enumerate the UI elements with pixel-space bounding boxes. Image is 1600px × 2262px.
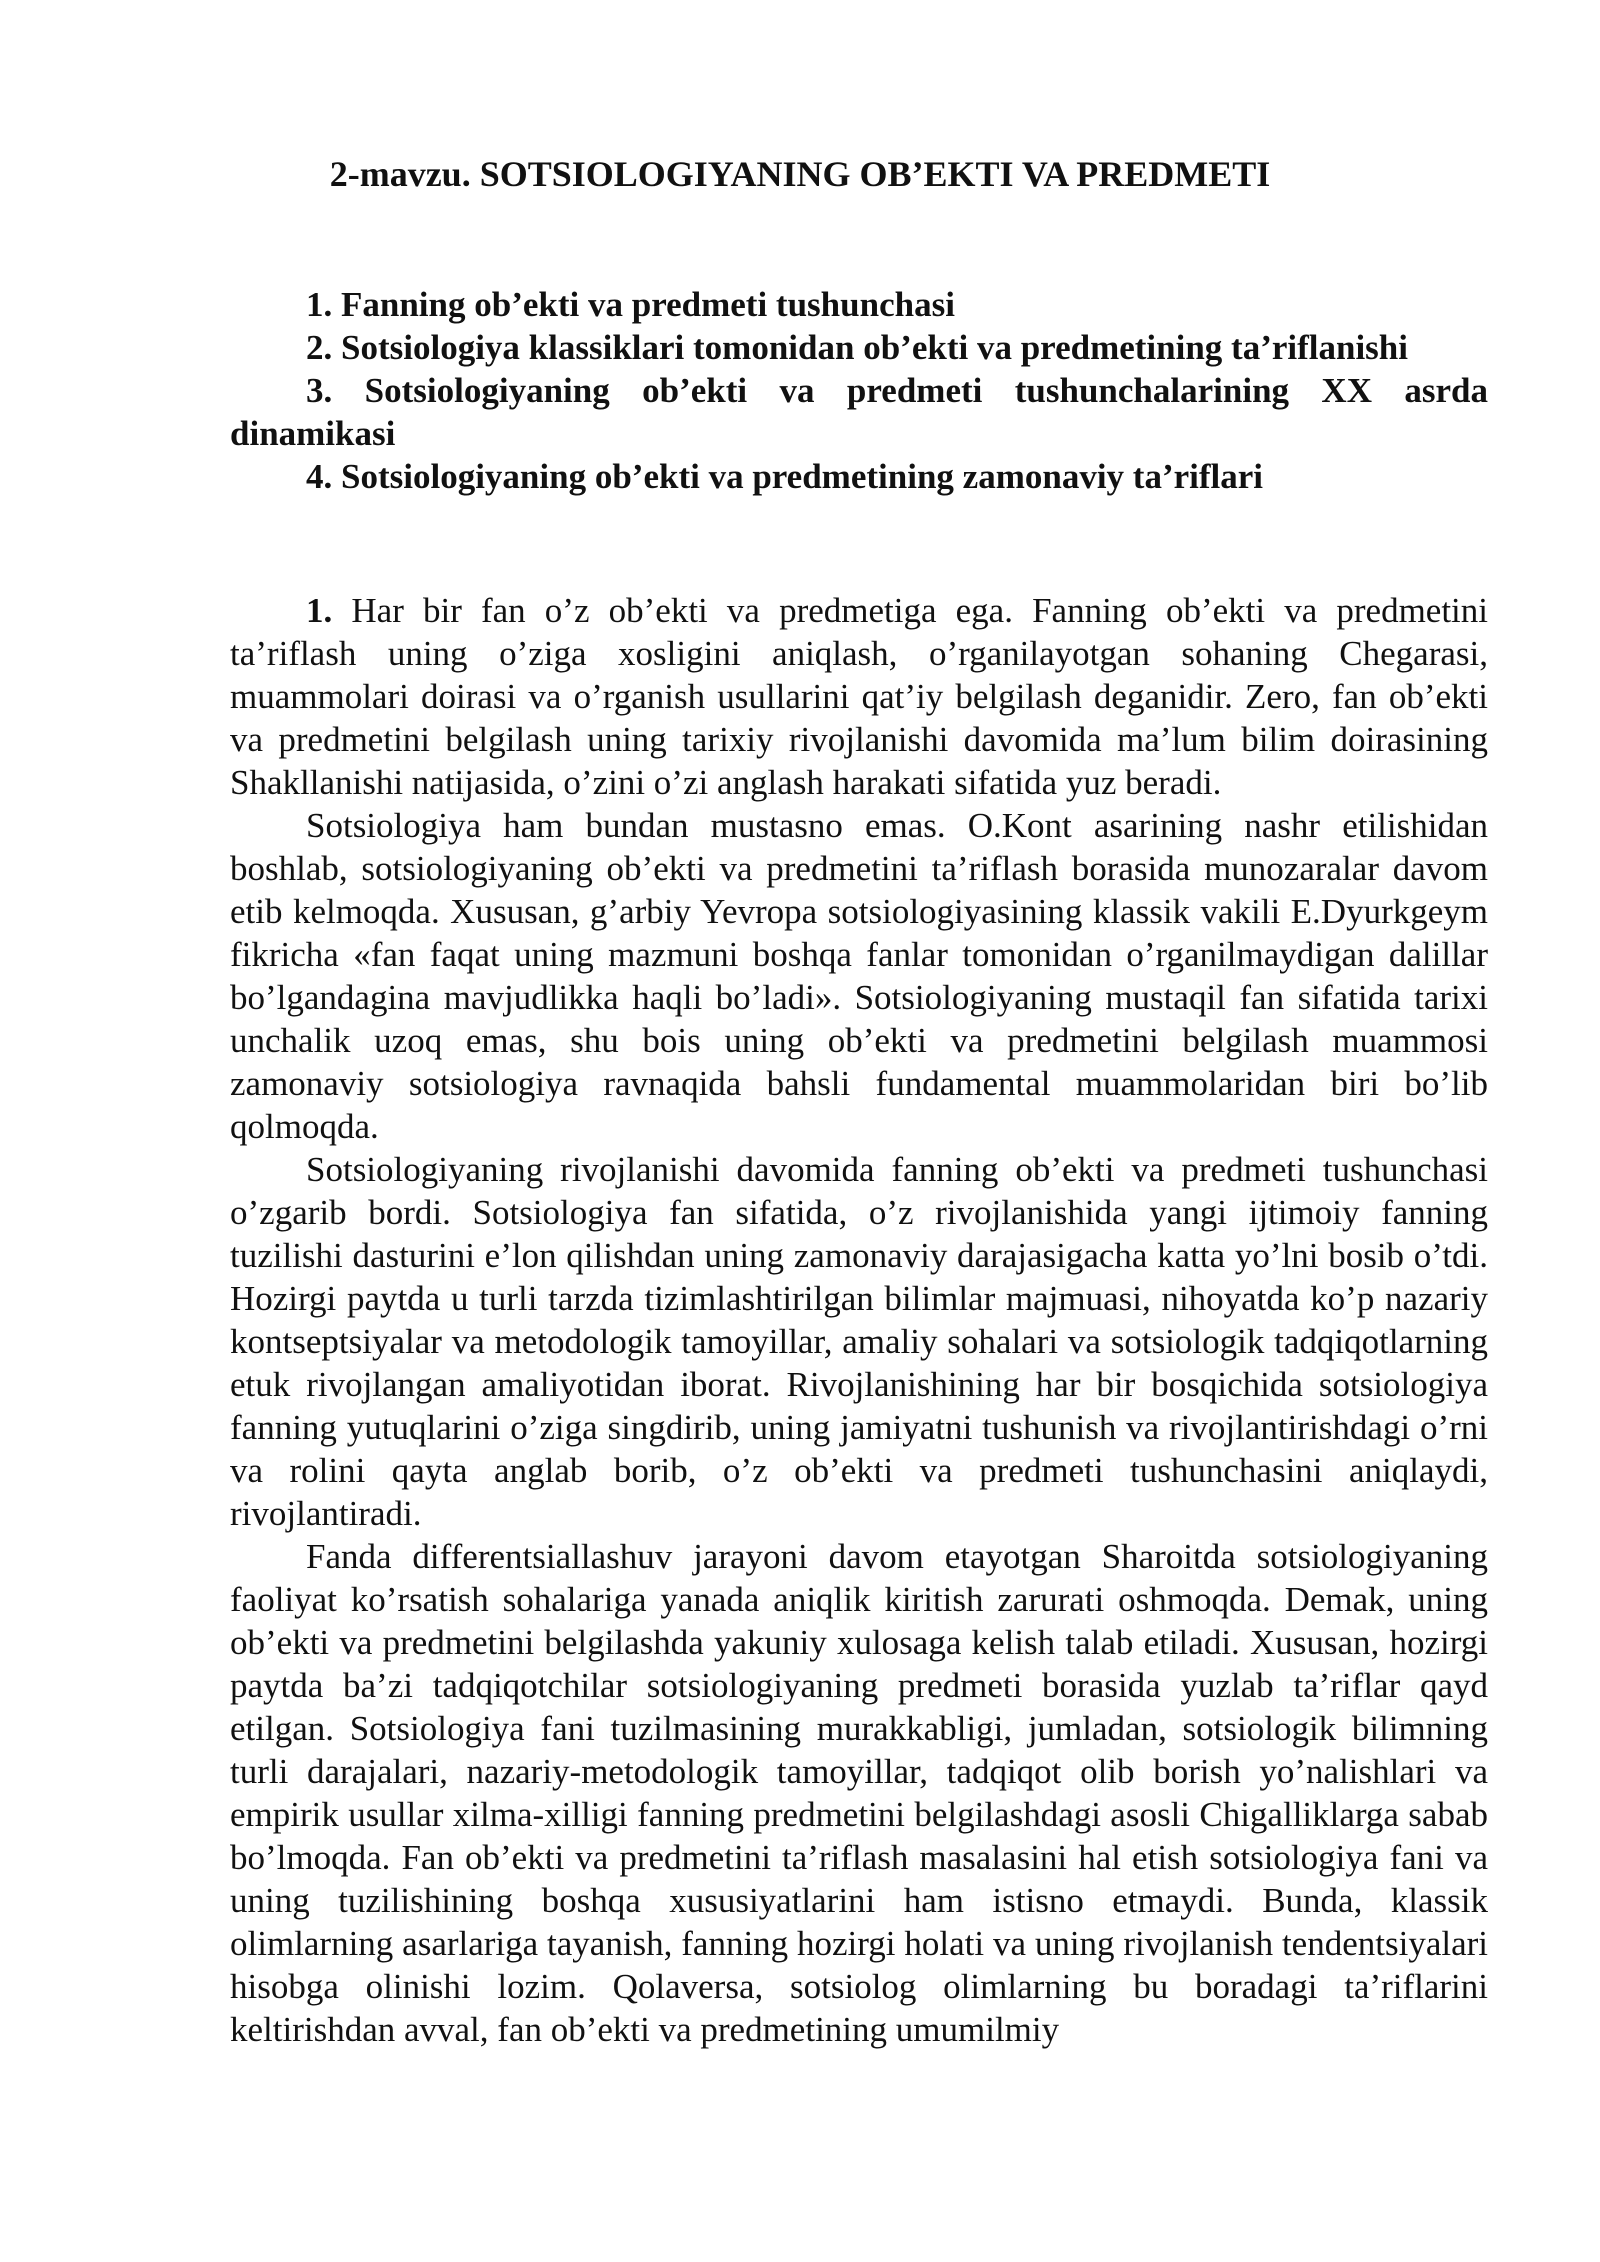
plan-item: 3. Sotsiologiyaning ob’ekti va predmeti tushunchalarining XX asrda dinamikasi (230, 371, 1488, 453)
paragraph: Sotsiologiya ham bundan mustasno emas. O.Kont asarining nashr etilishidan boshlab, sotsiologiyaning ob’ekti va predmetini ta’riflash borasida munozaralar davom etib kelmoqda. Xususan, g’arbiy Yevropa sotsiologiyasining klassik vakili E.Dyurkgeym fikricha «fan faqat uning mazmuni boshqa fanlar tomonidan o’rganilmaydigan dalillar bo’lgandagina mavjudlikka haqli bo’ladi». Sotsiologiyaning mustaqil fan sifatida tarixi unchalik uzoq emas, shu bois uning ob’ekti va predmetini belgilash muammosi zamonaviy sotsiologiya ravnaqida bahsli fundamental muammolaridan biri bo’lib qolmoqda. (230, 806, 1488, 1146)
body-text (230, 589, 1488, 2051)
paragraph (230, 589, 1488, 804)
page-title: 2-mavzu. SOTSIOLOGIYANING OB’EKTI VA PREDMETI (329, 154, 1271, 194)
paragraph: Sotsiologiyaning rivojlanishi davomida fanning ob’ekti va predmeti tushunchasi o’zgarib bordi. Sotsiologiya fan sifatida, o’z rivojlanishida yangi ijtimoiy fanning tuzilishi dasturini e’lon qilishdan uning zamonaviy darajasigacha katta yo’lni bosib o’tdi. Hozirgi paytda u turli tarzda tizimlashtirilgan bilimlar majmuasi, nihoyatda ko’p nazariy kontseptsiyalar va metodologik tamoyillar, amaliy sohalari va sotsiologik tadqiqotlarning etuk rivojlangan amaliyotidan iborat. Rivojlanishining har bir bosqichida sotsiologiya fanning yutuqlarini o’ziga singdirib, uning jamiyatni tushunish va rivojlantirishdagi o’rni va rolini qayta anglab borib, o’z ob’ekti va predmeti tushunchasini aniqlaydi, rivojlantiradi. (230, 1150, 1488, 1533)
plan-item: 4. Sotsiologiyaning ob’ekti va predmetining zamonaviy ta’riflari (306, 457, 1263, 496)
plan-item: 1. Fanning ob’ekti va predmeti tushunchasi (306, 285, 955, 324)
plan-item: 2. Sotsiologiya klassiklari tomonidan ob’ekti va predmetining ta’riflanishi (306, 328, 1408, 367)
paragraph-number: 1. (306, 591, 333, 630)
paragraph-text: Har bir fan o’z ob’ekti va predmetiga ega. Fanning ob’ekti va predmetini ta’riflash uning o’ziga xosligini aniqlash, o’rganilayotgan sohaning Chegarasi, muammolari doirasi va o’rganish usullarini qat’iy belgilash deganidir. Zero, fan ob’ekti va predmetini belgilash uning tarixiy rivojlanishi davomida ma’lum bilim doirasining Shakllanishi natijasida, o’zini o’zi anglash harakati sifatida yuz beradi. (230, 591, 1488, 802)
paragraph: Fanda differentsiallashuv jarayoni davom etayotgan Sharoitda sotsiologiyaning faoliyat ko’rsatish sohalariga yanada aniqlik kiritish zarurati oshmoqda. Demak, uning ob’ekti va predmetini belgilashda yakuniy xulosaga kelish talab etiladi. Xususan, hozirgi paytda ba’zi tadqiqotchilar sotsiologiyaning predmeti borasida yuzlab ta’riflar qayd etilgan. Sotsiologiya fani tuzilmasining murakkabligi, jumladan, sotsiologik bilimning turli darajalari, nazariy-metodologik tamoyillar, tadqiqot olib borish yo’nalishlari va empirik usullar xilma-xilligi fanning predmetini belgilashdagi asosli Chigalliklarga sabab bo’lmoqda. Fan ob’ekti va predmetini ta’riflash masalasini hal etish sotsiologiya fani va uning tuzilishining boshqa xususiyatlarini ham istisno etmaydi. Bunda, klassik olimlarning asarlariga tayanish, fanning hozirgi holati va uning rivojlanish tendentsiyalari hisobga olinishi lozim. Qolaversa, sotsiolog olimlarning bu boradagi ta’riflarini keltirishdan avval, fan ob’ekti va predmetining umumilmiy (230, 1537, 1488, 2049)
topic-plan-list (230, 283, 1488, 498)
